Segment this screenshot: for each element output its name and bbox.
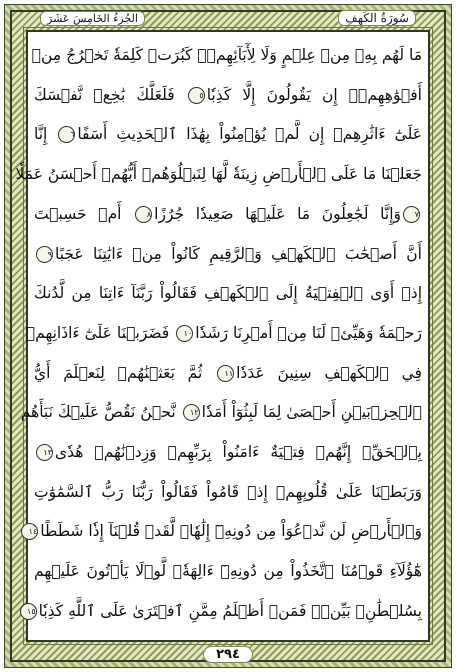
verse-line bbox=[34, 117, 422, 151]
ayah-number-marker: ٥ bbox=[188, 87, 205, 104]
verse-line bbox=[20, 395, 422, 429]
verse-line bbox=[28, 514, 422, 548]
verse-text: هَٰٓؤُلَآءِ قَوۡمُنَا ٱتَّخَذُواْ مِن دُونِهِۦٓ ءَالِهَةٗۖ لَّوۡلَا يَأۡتُونَ عَلَيۡهِم bbox=[34, 562, 422, 581]
verse-lines bbox=[15, 38, 422, 628]
verse-text: وَإِنَّا لَجَٰعِلُونَ مَا عَلَيۡهَا صَعِيدٗا جُرُزًا bbox=[154, 204, 401, 223]
verse-text-continuation: إِنَّا bbox=[34, 125, 57, 144]
ayah-number-marker: ١٥ bbox=[20, 603, 37, 620]
verse-line bbox=[34, 435, 422, 469]
page-footer bbox=[0, 644, 456, 664]
verse-text-continuation: فَلَعَلَّكَ بَٰخِعٞ نَّفۡسَكَ bbox=[34, 85, 186, 104]
surah-name: سُورَةُ الكَهفِ bbox=[338, 10, 416, 26]
ayah-number-marker: ٨ bbox=[135, 206, 152, 223]
verse-text: أَنَّ أَصۡحَٰبَ ٱلۡكَهۡفِ وَٱلرَّقِيمِ كَانُواْ مِنۡ ءَايَٰتِنَا عَجَبًا bbox=[55, 244, 422, 263]
verse-text: إِذۡ أَوَى ٱلۡفِتۡيَةُ إِلَى ٱلۡكَهۡفِ فَقَالُواْ رَبَّنَآ ءَاتِنَا مِن لَّدُنكَ bbox=[34, 284, 422, 303]
verse-line bbox=[31, 38, 422, 72]
ayah-number-marker: ٦ bbox=[58, 126, 75, 143]
verse-text: ٱلۡحِزۡبَيۡنِ أَحۡصَىٰ لِمَا لَبِثُوٓاْ أَمَدٗا bbox=[201, 403, 422, 422]
ayah-number-marker: ١٢ bbox=[183, 404, 200, 421]
ayah-number-marker: ١٣ bbox=[36, 444, 53, 461]
verse-line bbox=[34, 237, 422, 271]
verse-text: بِسُلۡطَٰنِۭ بَيِّنٖۖ فَمَنۡ أَظۡلَمُ مِمَّنِ ٱفۡتَرَىٰ عَلَى ٱللَّهِ كَذِبٗا bbox=[38, 601, 422, 620]
verse-line bbox=[34, 475, 422, 509]
ayah-number-marker: ٧ bbox=[403, 206, 420, 223]
verse-text: فِي ٱلۡكَهۡفِ سِنِينَ عَدَدٗا bbox=[236, 363, 422, 382]
verse-line bbox=[34, 78, 422, 112]
ayah-number-marker: ١١ bbox=[217, 365, 234, 382]
verse-text: رَحۡمَةٗ وَهَيِّئۡ لَنَا مِنۡ أَمۡرِنَا رَشَدٗا bbox=[195, 323, 422, 342]
verse-line bbox=[15, 157, 422, 191]
ayah-number-marker: ٩ bbox=[36, 246, 53, 263]
juz-name: الجُزءُ الخَامِسَ عَشَرَ bbox=[40, 11, 145, 26]
verse-line bbox=[34, 276, 422, 310]
verse-text: عَلَىٰٓ ءَاثَٰرِهِمۡ إِن لَّمۡ يُؤۡمِنُواْ بِهَٰذَا ٱلۡحَدِيثِ أَسَفًا bbox=[77, 125, 422, 144]
verse-text-continuation: أَمۡ حَسِبۡتَ bbox=[34, 204, 134, 223]
verse-text-continuation: ثُمَّ بَعَثۡنَٰهُمۡ لِنَعۡلَمَ أَيُّ bbox=[34, 363, 216, 382]
page-header bbox=[40, 8, 416, 28]
verse-text: أَفۡوَٰهِهِمۡۚ إِن يَقُولُونَ إِلَّا كَذِبٗا bbox=[206, 85, 422, 104]
ayah-number-marker: ١٠ bbox=[176, 325, 193, 342]
verse-line bbox=[34, 554, 422, 588]
verse-text: وَٱلۡأَرۡضِ لَن نَّدۡعُوَاْ مِن دُونِهِۦٓ إِلَٰهٗاۖ لَّقَدۡ قُلۡنَآ إِذٗا شَطَطًا bbox=[40, 522, 422, 541]
page-number: ٢٩٤ bbox=[203, 646, 253, 663]
verse-text: مَا لَهُم بِهِۦ مِنۡ عِلۡمٍ وَلَا لِأٓبَآئِهِمۡۚ كَبُرَتۡ كَلِمَةٗ تَخۡرُجُ مِنۡ bbox=[31, 46, 422, 64]
verse-line bbox=[27, 594, 422, 628]
verse-line bbox=[25, 316, 422, 350]
verse-text-continuation: فَضَرَبۡنَا عَلَىٰٓ ءَاذَانِهِمۡ bbox=[25, 323, 175, 342]
verse-line bbox=[34, 356, 422, 390]
verse-text: بِٱلۡحَقِّۚ إِنَّهُمۡ فِتۡيَةٌ ءَامَنُواْ بِرَبِّهِمۡ وَزِدۡنَٰهُمۡ هُدٗى bbox=[55, 443, 422, 462]
ayah-number-marker: ١٤ bbox=[21, 523, 38, 540]
verse-text-continuation: نَّحۡنُ نَقُصُّ عَلَيۡكَ نَبَأَهُم bbox=[20, 403, 181, 422]
verse-line bbox=[34, 197, 422, 231]
verse-text: جَعَلۡنَا مَا عَلَى ٱلۡأَرۡضِ زِينَةٗ لَّهَا لِنَبۡلُوَهُمۡ أَيُّهُمۡ أَحۡسَنُ عَمَلٗا bbox=[15, 165, 422, 184]
verse-text: وَرَبَطۡنَا عَلَىٰ قُلُوبِهِمۡ إِذۡ قَامُواْ فَقَالُواْ رَبُّنَا رَبُّ ٱلسَّمَٰوَٰتِ bbox=[34, 482, 422, 501]
